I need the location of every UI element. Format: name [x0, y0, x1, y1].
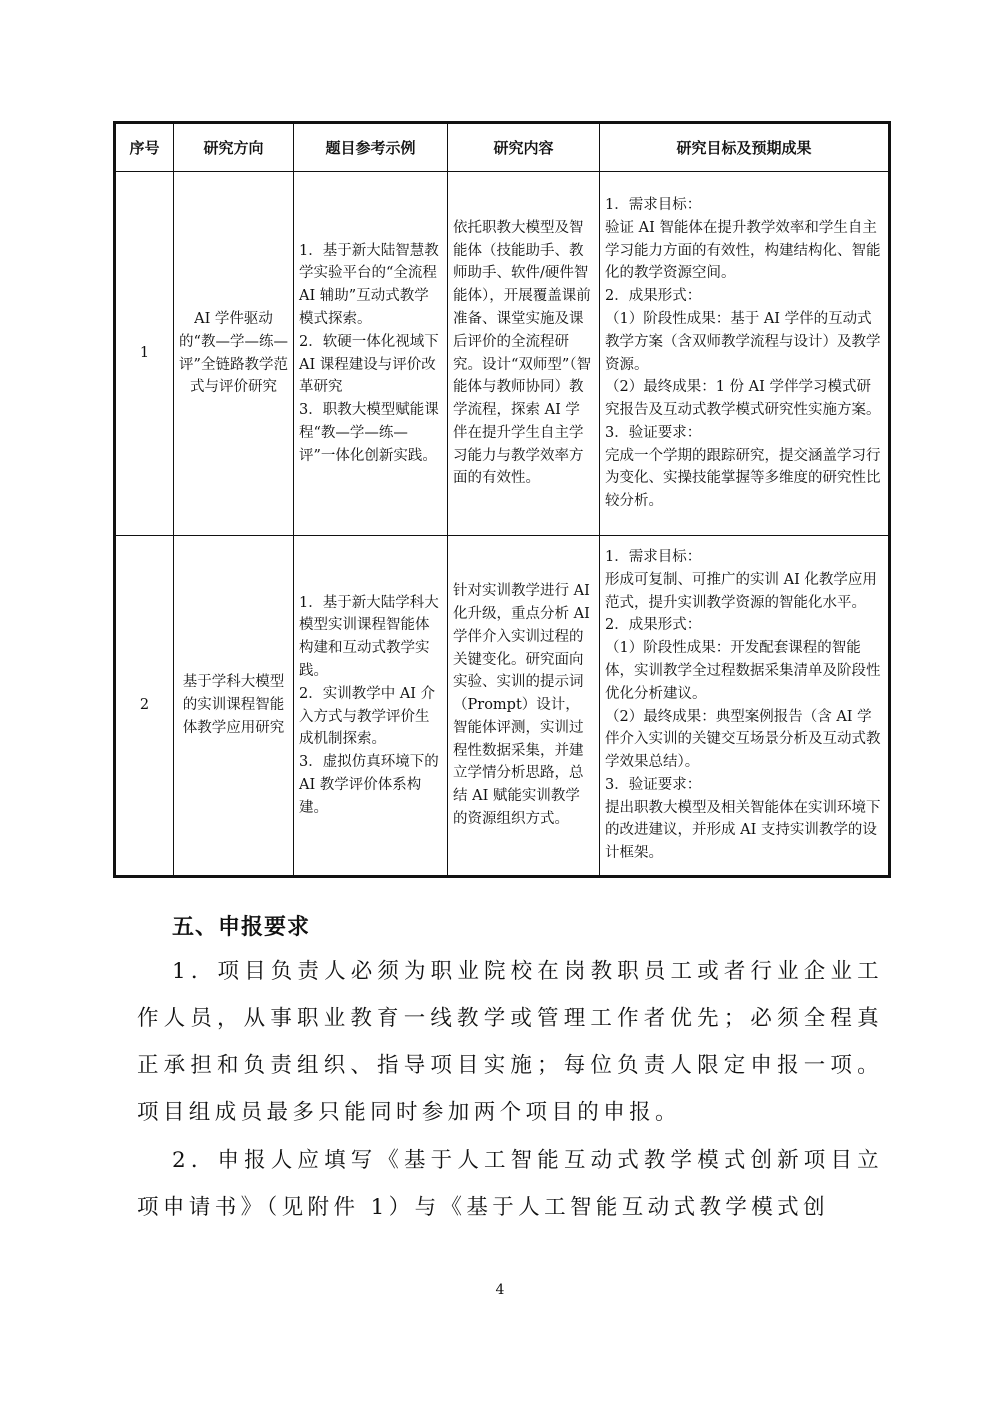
examples-text: 1．基于新大陆智慧教学实验平台的“全流程 AI 辅助”互动式教学模式探索。 2．软硬一体化视域下 AI 课程建设与评价改革研究 3．职教大模型赋能课程“教—学—练—评”一体化创新实践。	[299, 242, 439, 464]
table-header-row	[115, 123, 890, 172]
cell-no: 2	[115, 536, 174, 877]
goals-text: 1．需求目标： 形成可复制、可推广的实训 AI 化教学应用范式，提升实训教学资源的智能化水平。 2．成果形式： （1）阶段性成果：开发配套课程的智能体，实训教学全过程数据采集清单及阶段性优化分析建议。 （2）最终成果：典型案例报告（含 AI 学伴介入实训的关键交互场景分析及互动式教学效果总结）。 3．验证要求： 提出职教大模型及相关智能体在实训环境下的改进建议，并形成 AI 支持实训教学的设计框架。	[605, 548, 881, 862]
header-goals: 研究目标及预期成果	[600, 123, 890, 172]
header-examples: 题目参考示例	[294, 123, 448, 172]
cell-examples	[294, 536, 448, 877]
table-row	[115, 172, 890, 536]
section-heading: 五、申报要求	[172, 915, 311, 940]
table-row	[115, 536, 890, 877]
requirement-paragraph-2: 2．申报人应填写《基于人工智能互动式教学模式创新项目立项申请书》（见附件 1）与《基于人工智能互动式教学模式创	[137, 1148, 883, 1220]
goals-text: 1．需求目标： 验证 AI 智能体在提升教学效率和学生自主学习能力方面的有效性，构建结构化、智能化的教学资源空间。 2．成果形式： （1）阶段性成果：基于 AI 学伴的互动式教学方案（含双师教学流程与设计）及教学资源。 （2）最终成果：1 份 AI 学伴学习模式研究报告及互动式教学模式研究性实施方案。 3．验证要求： 完成一个学期的跟踪研究，提交涵盖学习行为变化、实操技能掌握等多维度的研究性比较分析。	[605, 196, 881, 510]
page-number: 4	[495, 1282, 505, 1298]
cell-no: 1	[115, 172, 174, 536]
header-direction: 研究方向	[174, 123, 294, 172]
research-topics-table	[113, 121, 891, 878]
cell-direction: AI 学件驱动的“教—学—练—评”全链路教学范式与评价研究	[174, 172, 294, 536]
cell-goals	[600, 536, 890, 877]
header-content: 研究内容	[448, 123, 600, 172]
examples-text: 1．基于新大陆学科大模型实训课程智能体构建和互动式教学实践。 2．实训教学中 AI 介入方式与教学评价生成机制探索。 3．虚拟仿真环境下的 AI 教学评价体系构建。	[299, 594, 439, 816]
cell-examples	[294, 172, 448, 536]
cell-direction: 基于学科大模型的实训课程智能体教学应用研究	[174, 536, 294, 877]
cell-content: 针对实训教学进行 AI 化升级，重点分析 AI 学伴介入实训过程的关键变化。研究面向实验、实训的提示词（Prompt）设计，智能体评测，实训过程性数据采集，并建立学情分析思路，总结 AI 赋能实训教学的资源组织方式。	[448, 536, 600, 877]
requirement-paragraph-1: 1．项目负责人必须为职业院校在岗教职员工或者行业企业工作人员，从事职业教育一线教学或管理工作者优先；必须全程真正承担和负责组织、指导项目实施；每位负责人限定申报一项。项目组成员最多只能同时参加两个项目的申报。	[137, 959, 883, 1125]
cell-content: 依托职教大模型及智能体（技能助手、教师助手、软件/硬件智能体），开展覆盖课前准备、课堂实施及课后评价的全流程研究。设计“双师型”（智能体与教师协同）教学流程，探索 AI 学伴在提升学生自主学习能力与教学效率方面的有效性。	[448, 172, 600, 536]
header-no: 序号	[115, 123, 174, 172]
cell-goals	[600, 172, 890, 536]
